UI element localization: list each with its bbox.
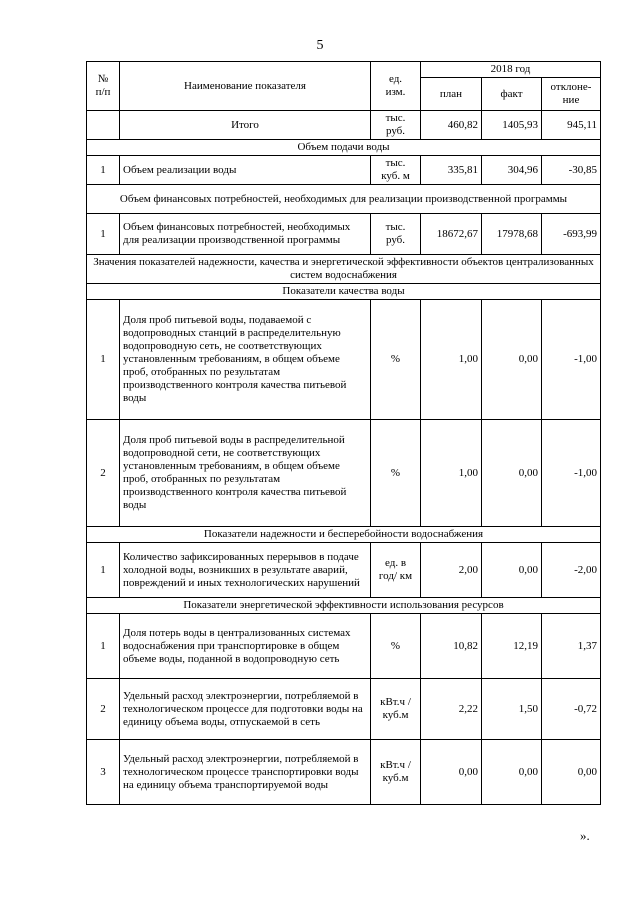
plan-value: 10,82 <box>421 614 482 679</box>
deviation-value: 0,00 <box>542 740 601 805</box>
table-row <box>87 614 601 679</box>
deviation-value: -0,72 <box>542 679 601 740</box>
deviation-value: 945,11 <box>542 111 601 140</box>
unit-cell: % <box>371 614 421 679</box>
indicator-name: Количество зафиксированных перерывов в подаче холодной воды, возникших в результате аварий, повреждений и иных технологических нарушений <box>120 543 371 598</box>
indicator-name: Доля потерь воды в централизованных системах водоснабжения при транспортировке в общем объеме воды, поданной в водопроводную сеть <box>120 614 371 679</box>
plan-value: 460,82 <box>421 111 482 140</box>
page-number: 5 <box>316 38 324 53</box>
table-row <box>87 111 601 140</box>
fact-value: 0,00 <box>482 300 542 420</box>
table-row <box>87 300 601 420</box>
plan-value: 0,00 <box>421 740 482 805</box>
unit-cell: ед. в год/ км <box>371 543 421 598</box>
section-title: Показатели качества воды <box>87 284 601 300</box>
section-row <box>87 140 601 156</box>
fact-value: 0,00 <box>482 420 542 527</box>
header-name: Наименование показателя <box>120 62 371 111</box>
closing-quote: ». <box>580 828 590 843</box>
header-num: № п/п <box>87 62 120 111</box>
row-number: 1 <box>87 214 120 255</box>
section-row <box>87 284 601 300</box>
deviation-value: -2,00 <box>542 543 601 598</box>
row-number: 1 <box>87 614 120 679</box>
section-title: Объем подачи воды <box>87 140 601 156</box>
indicator-name: Удельный расход электроэнергии, потребляемой в технологическом процессе транспортировки воды на единицу объема транспортируемой воды <box>120 740 371 805</box>
header-plan: план <box>421 78 482 111</box>
fact-value: 1,50 <box>482 679 542 740</box>
header-fact: факт <box>482 78 542 111</box>
section-title: Показатели энергетической эффективности использования ресурсов <box>87 598 601 614</box>
table-row <box>87 679 601 740</box>
table-row <box>87 214 601 255</box>
unit-cell: тыс. куб. м <box>371 156 421 185</box>
section-row <box>87 255 601 284</box>
plan-value: 2,22 <box>421 679 482 740</box>
deviation-value: -693,99 <box>542 214 601 255</box>
indicator-name: Итого <box>120 111 371 140</box>
header-row-1 <box>87 62 601 78</box>
indicator-name: Объем реализации воды <box>120 156 371 185</box>
row-number: 1 <box>87 543 120 598</box>
plan-value: 1,00 <box>421 420 482 527</box>
indicator-name: Доля проб питьевой воды, подаваемой с водопроводных станций в распределительную водопроводную сеть, не соответствующих установленным требованиям, в общем объеме проб, отобранных по результатам производственного контроля качества питьевой воды <box>120 300 371 420</box>
section-row <box>87 598 601 614</box>
row-number: 2 <box>87 679 120 740</box>
indicators-table <box>86 61 601 805</box>
table-row <box>87 156 601 185</box>
fact-value: 1405,93 <box>482 111 542 140</box>
row-number: 2 <box>87 420 120 527</box>
unit-cell: тыс. руб. <box>371 111 421 140</box>
fact-value: 17978,68 <box>482 214 542 255</box>
unit-cell: % <box>371 420 421 527</box>
deviation-value: -1,00 <box>542 300 601 420</box>
section-row <box>87 527 601 543</box>
header-deviation: отклоне- ние <box>542 78 601 111</box>
fact-value: 304,96 <box>482 156 542 185</box>
table-row <box>87 543 601 598</box>
plan-value: 335,81 <box>421 156 482 185</box>
section-title: Значения показателей надежности, качества и энергетической эффективности объектов централизованных систем водоснабжения <box>87 255 601 284</box>
table-body <box>87 62 601 805</box>
row-number <box>87 111 120 140</box>
table-row <box>87 740 601 805</box>
row-number: 1 <box>87 156 120 185</box>
indicator-name: Удельный расход электроэнергии, потребляемой в технологическом процессе для подготовки воды на единицу объема воды, отпускаемой в сеть <box>120 679 371 740</box>
unit-cell: тыс. руб. <box>371 214 421 255</box>
indicator-name: Объем финансовых потребностей, необходимых для реализации производственной программы <box>120 214 371 255</box>
row-number: 3 <box>87 740 120 805</box>
fact-value: 12,19 <box>482 614 542 679</box>
unit-cell: кВт.ч / куб.м <box>371 679 421 740</box>
unit-cell: % <box>371 300 421 420</box>
section-title: Объем финансовых потребностей, необходимых для реализации производственной программы <box>87 185 601 214</box>
header-year: 2018 год <box>421 62 601 78</box>
section-title: Показатели надежности и бесперебойности водоснабжения <box>87 527 601 543</box>
fact-value: 0,00 <box>482 740 542 805</box>
row-number: 1 <box>87 300 120 420</box>
deviation-value: -1,00 <box>542 420 601 527</box>
header-unit: ед. изм. <box>371 62 421 111</box>
unit-cell: кВт.ч / куб.м <box>371 740 421 805</box>
plan-value: 2,00 <box>421 543 482 598</box>
indicator-name: Доля проб питьевой воды в распределительной водопроводной сети, не соответствующих установленным требованиям, в общем объеме проб, отобранных по результатам производственного контроля качества питьевой воды <box>120 420 371 527</box>
plan-value: 18672,67 <box>421 214 482 255</box>
fact-value: 0,00 <box>482 543 542 598</box>
section-row <box>87 185 601 214</box>
deviation-value: -30,85 <box>542 156 601 185</box>
plan-value: 1,00 <box>421 300 482 420</box>
table-row <box>87 420 601 527</box>
deviation-value: 1,37 <box>542 614 601 679</box>
